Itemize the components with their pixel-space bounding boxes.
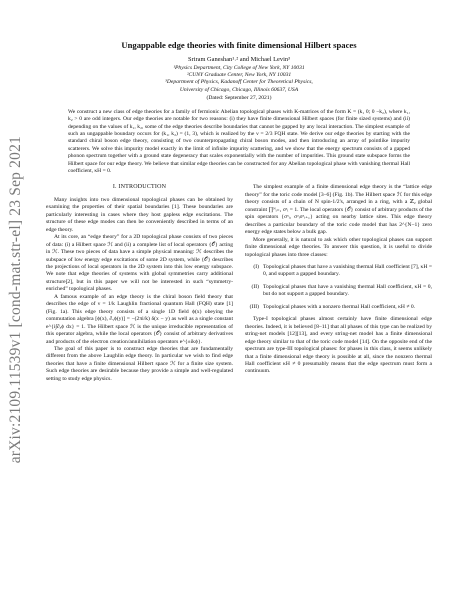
affiliations	[46, 65, 432, 94]
paragraph: Type-I topological phases almost certainly have finite dimensional edge theories. Indeed, it is believed [8–11] that all phases of this type can be realized by string-net models [12][13], and every string-net model has a finite dimensional edge theory similar to that of the toric code model [14]. On the opposite end of the spectrum are type-III topological phases: for phases in this class, it seems unlikely that a finite dimensional edge theory is possible at all, since the nonzero thermal Hall coefficient κH ≠ 0 presumably means that the edge spectrum must form a continuum.	[245, 316, 432, 375]
list-item-label: (III)	[249, 303, 259, 310]
phase-classes-list	[245, 264, 432, 311]
affiliation-line: ¹Physics Department, City College of New York, NY 10031	[173, 65, 305, 71]
dated-line: (Dated: September 27, 2021)	[206, 94, 272, 101]
arxiv-identifier-stamp	[4, 80, 28, 520]
section-heading-introduction: I. INTRODUCTION	[112, 184, 167, 191]
right-column	[245, 184, 432, 383]
list-item-label: (II)	[251, 283, 259, 290]
affiliation-line: ³Department of Physics, Kadanoff Center for Theoretical Physics,	[165, 79, 313, 86]
paragraph: The simplest example of a finite dimensional edge theory is the “lattice edge theory” for the toric code model [3–6] (Fig. 1b). The Hilbert space ℋ for this edge theory consists of a chain of N spin-1/2's, arranged in a ring, with a ℤ₂ global constraint ∏ᴺᵢ₌₁ σᶻᵢ = 1. The local operators {𝒪} consist of arbitrary products of the spin operators {σˣᵢ, σᶻᵢσᶻᵢ₊₁} acting on nearby lattice sites. This edge theory describes a particular boundary of the toric code model that has 2^{N−1} zero energy edge states below a bulk gap.	[245, 184, 432, 236]
paragraph: At its core, an “edge theory” for a 2D topological phase consists of two pieces of data: (i) a Hilbert space ℋ and (ii) a complete list of local operators {𝒪} acting in ℋ. These two pieces of data have a simple physical meaning: ℋ describes the subspace of low energy edge excitations of some 2D system, while {𝒪} describes the projections of local operators in the 2D system into this low energy subspace. We note that edge theories of systems with global symmetries carry additional structure[2], but in this paper we will not be interested in such “symmetry-enriched” topological phases.	[46, 234, 233, 293]
paragraph: More generally, it is natural to ask which other topological phases can support finite dimensional edge theories. To answer this question, it is useful to divide topological phases into three classes:	[245, 236, 432, 258]
paragraph: The goal of this paper is to construct edge theories that are fundamentally different from the above Laughlin edge theory. In particular we wish to find edge theories that have a finite dimensional Hilbert space ℋ for a finite size system. Such edge theories are desirable because they provide a simple and well-regulated setting to study edge physics.	[46, 345, 233, 382]
left-column	[46, 184, 233, 383]
list-item-label: (I)	[253, 264, 259, 270]
paragraph: A famous example of an edge theory is the chiral boson field theory that describes the edge of ν = 1/k Laughlin fractional quantum Hall (FQH) state [1] (Fig. 1a). This edge theory consists of a single 1D field ϕ(x) obeying the commutation algebra [ϕ(x), ∂ᵧϕ(y)] = −(2πi/k) δ(x − y) as well as a single constant e^{i∫∂ₓϕ dx} = 1. The Hilbert space ℋ is the unique irreducible representation of this operator algebra, while the local operators {𝒪} consist of arbitrary derivatives and products of the electron creation/annihilation operators e^{±ikϕ}.	[46, 293, 233, 345]
affiliation-line: University of Chicago, Chicago, Illinois 60637, USA	[179, 86, 299, 93]
abstract-text: We construct a new class of edge theories for a family of fermionic Abelian topological phases with K-matrices of the form K = (k₁ 0; 0 −k₂), where k₁, k₂ > 0 are odd integers. Our edge theories are notable for two reasons: (i) they have finite dimensional Hilbert spaces (for finite sized systems) and (ii) depending on the values of k₁, k₂, some of the edge theories describe boundaries that cannot be gapped by any local interaction. The simplest example of such an ungappable boundary occurs for (k₁, k₂) = (1, 3), which is realized by the ν = 2/3 FQH state. We derive our edge theories by starting with the standard chiral boson edge theory, consisting of two counterpropagating chiral boson modes, and then introducing an array of pointlike impurity scatterers. We solve this impurity model exactly in the limit of infinite impurity scattering, and we show that the energy spectrum consists of a gapped phonon spectrum together with a ground state degeneracy that scales exponentially with the number of impurities. This ground state subspace forms the Hilbert space for our edge theory. We believe that similar edge theories can be constructed for any Abelian topological phase with vanishing thermal Hall coefficient, κH = 0.	[68, 108, 410, 175]
affiliation-line: ²CUNY Graduate Center, New York, NY 10031	[186, 72, 292, 79]
two-column-body	[46, 184, 432, 383]
list-item	[245, 304, 432, 311]
paragraph: Many insights into two dimensional topological phases can be obtained by examining the properties of their spatial boundaries [1]. These boundaries are particularly interesting in cases where they host gapless edge excitations. The structure of these edge modes can then be conveniently described in terms of an edge theory.	[46, 196, 233, 233]
list-item-text: Topological phases with a nonzero thermal Hall coefficient, κH ≠ 0.	[263, 303, 416, 310]
list-item-text: Topological phases that have a vanishing thermal Hall coefficient, κH = 0, but do not support a gapped boundary.	[263, 283, 432, 298]
author-list: Sriram Ganeshan¹˒² and Michael Levin³	[188, 56, 290, 63]
list-item	[245, 284, 432, 299]
abstract	[68, 109, 410, 176]
paper-page	[46, 40, 432, 383]
list-item-text: Topological phases that have a vanishing thermal Hall coefficient [7], κH = 0, and support a gapped boundary.	[263, 264, 432, 278]
list-item	[245, 264, 432, 279]
arxiv-id-text: arXiv:2109.11539v1 [cond-mat.str-el] 23 Sep 2021	[7, 136, 24, 464]
paper-title: Ungappable edge theories with finite dimensional Hilbert spaces	[121, 40, 357, 50]
